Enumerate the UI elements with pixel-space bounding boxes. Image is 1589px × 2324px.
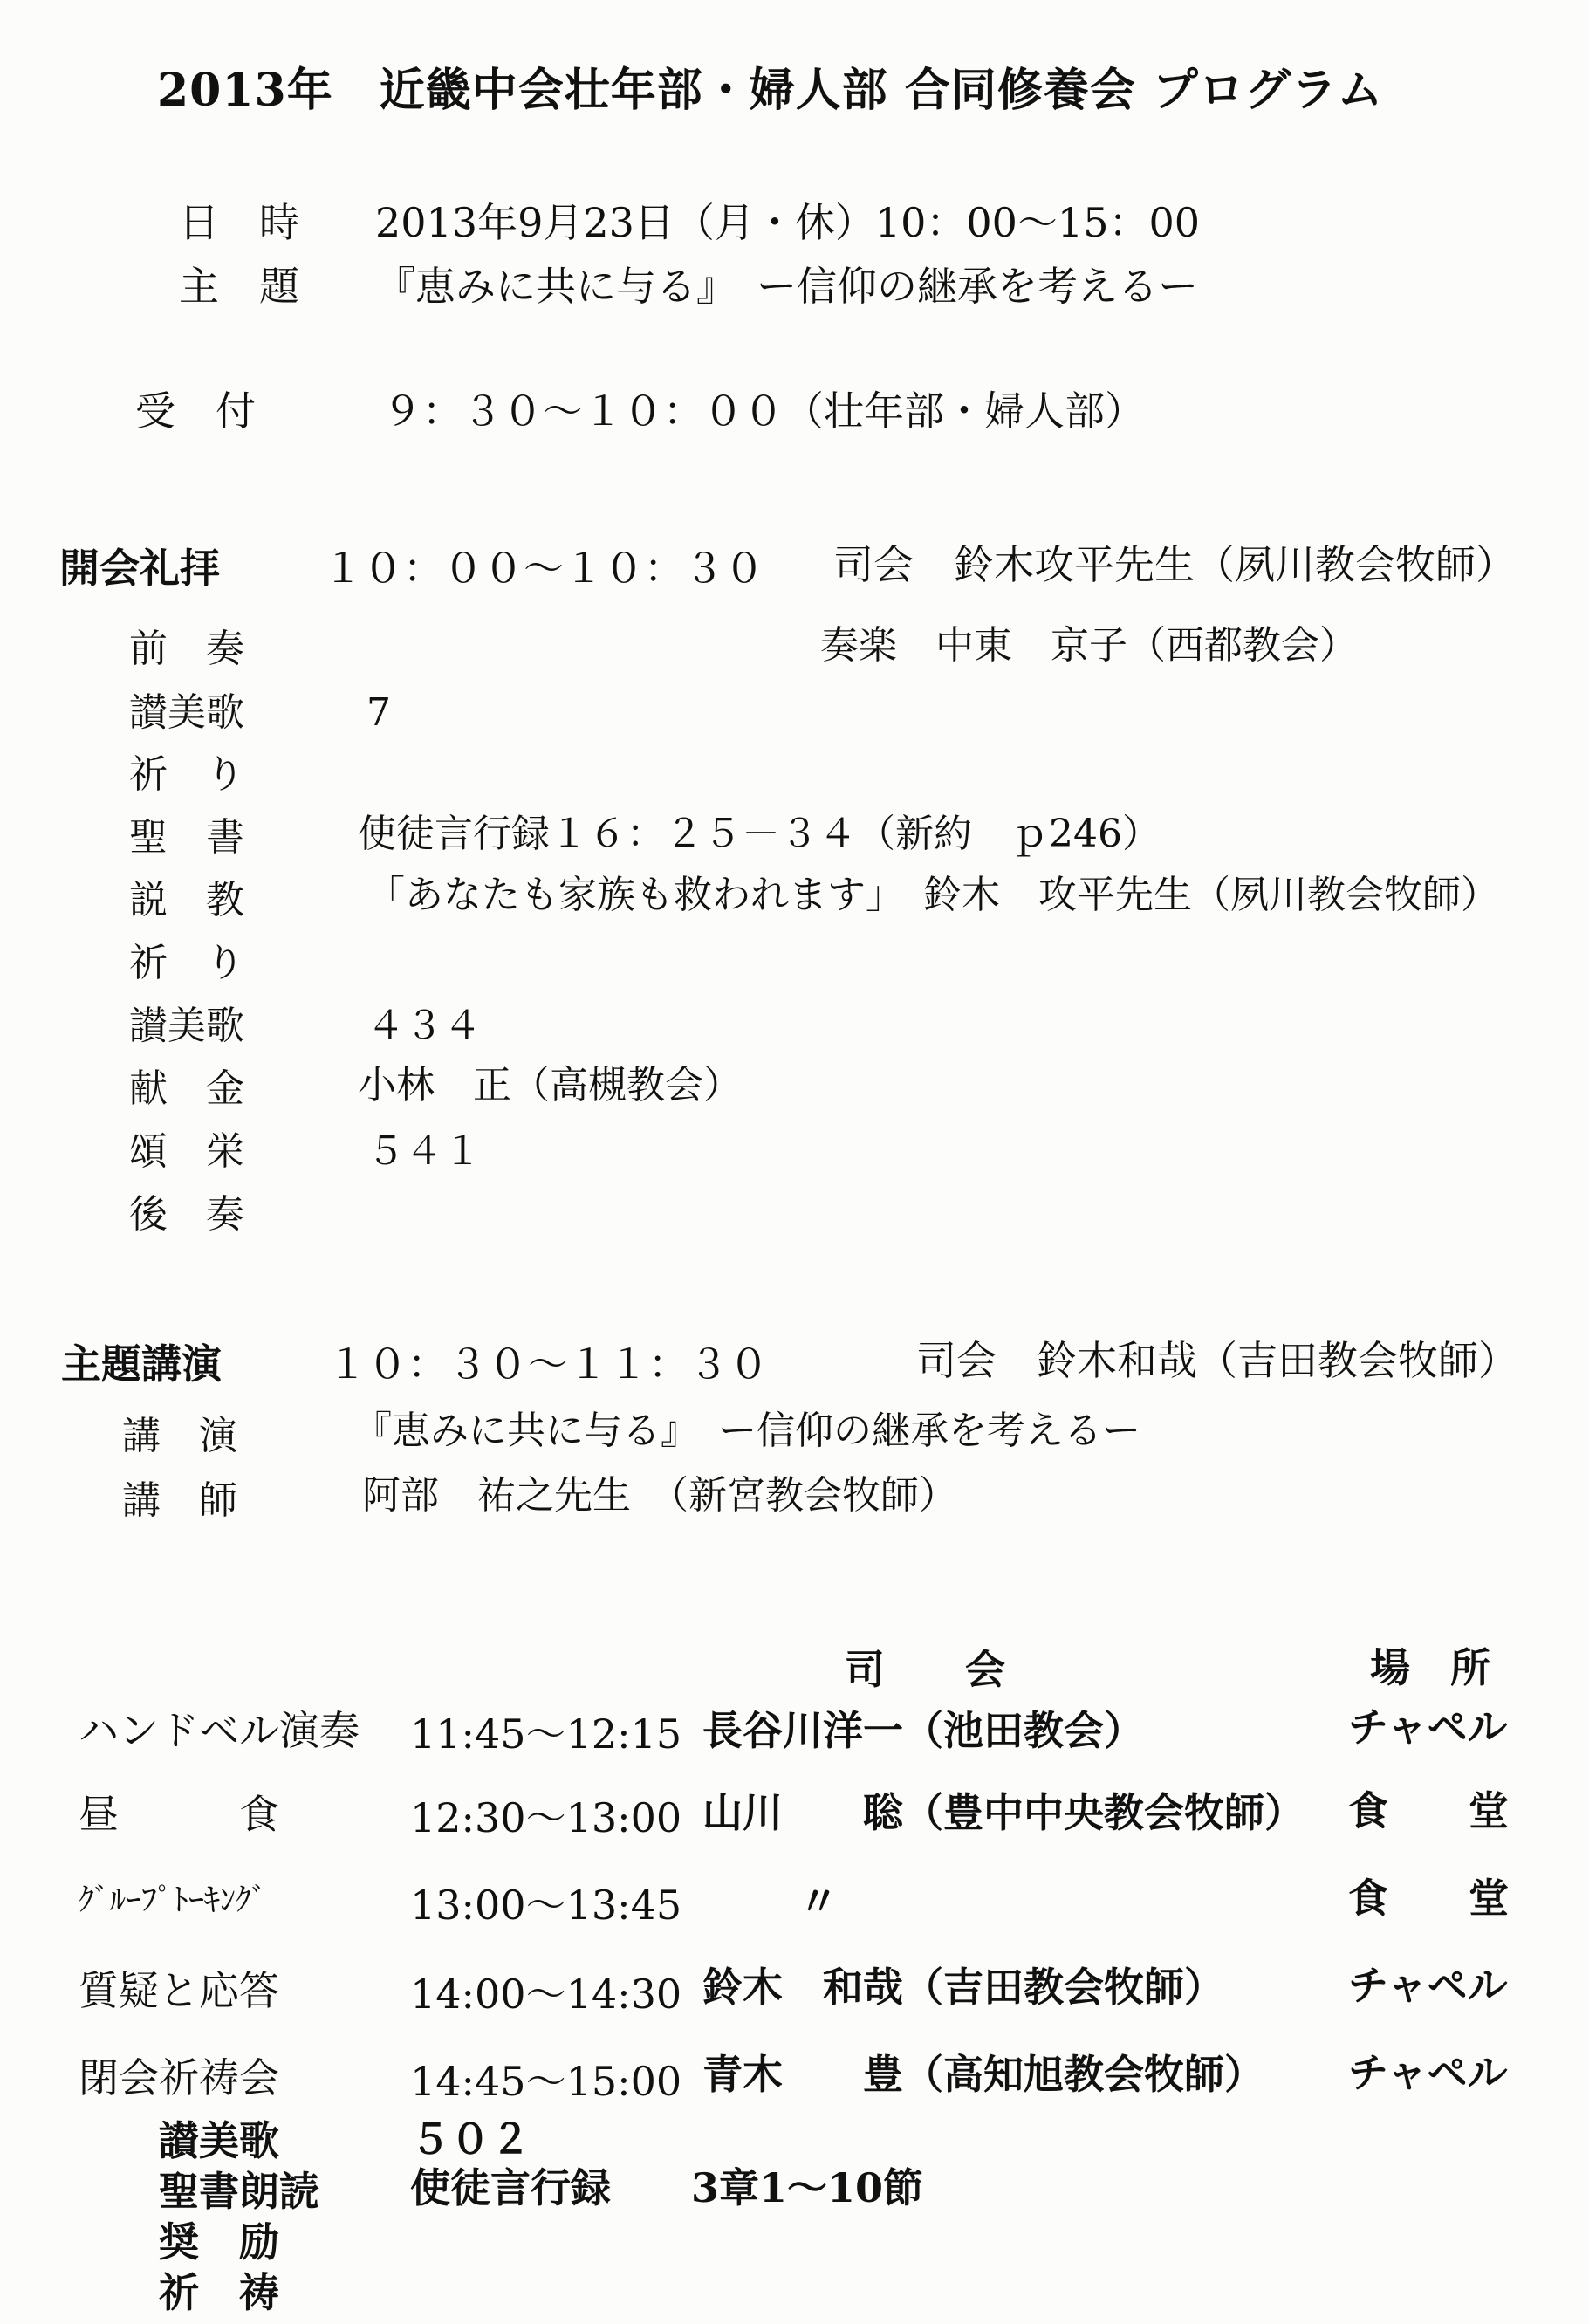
keynote-item-value: 阿部 祐之先生 （新宮教会牧師）	[362, 1473, 957, 1518]
opening-worship-host: 司会 鈴木攻平先生（夙川教会牧師）	[833, 541, 1516, 588]
schedule-time: 13:00〜13:45	[410, 1882, 682, 1929]
closing-item-label: 祈 祷	[159, 2269, 279, 2316]
schedule-time: 14:00〜14:30	[410, 1971, 682, 2018]
schedule-event-name: ｸﾞﾙｰﾌﾟﾄｰｷﾝｸﾞ	[79, 1882, 267, 1918]
closing-item-label: 讃美歌	[159, 2117, 279, 2164]
schedule-place: 食 堂	[1348, 1875, 1509, 1922]
reception-label: 受 付	[135, 387, 256, 435]
keynote-item-label: 講 師	[122, 1478, 237, 1523]
closing-item-value: ５０２	[410, 2115, 531, 2163]
ow-item-value: 7	[366, 690, 391, 735]
keynote-item-label: 講 演	[122, 1414, 237, 1458]
closing-item-label: 奨 励	[159, 2218, 279, 2266]
schedule-event-name: 質疑と応答	[79, 1967, 279, 2014]
ow-item-value: 「あなたも家族も救われます」 鈴木 攻平先生（夙川教会牧師）	[366, 873, 1499, 917]
ow-item-label: 祈 り	[129, 941, 244, 985]
ow-item-label: 祈 り	[129, 752, 244, 797]
schedule-header-host: 司 会	[845, 1646, 1005, 1693]
ow-item-label: 讃美歌	[129, 690, 244, 735]
keynote-host: 司会 鈴木和哉（吉田教会牧師）	[916, 1337, 1518, 1384]
ow-item-value: 小林 正（高槻教会）	[358, 1063, 742, 1107]
keynote-item-value: 『恵みに共に与る』 ー信仰の継承を考えるー	[353, 1409, 1140, 1453]
schedule-event-name: 昼 食	[79, 1791, 279, 1838]
info-date-label: 日 時	[179, 199, 299, 246]
ow-item-label: 頌 栄	[129, 1129, 244, 1174]
schedule-host: 青木 豊（高知旭教会牧師）	[702, 2051, 1264, 2098]
schedule-place: チャペル	[1348, 2049, 1508, 2096]
schedule-host: 長谷川洋一（池田教会）	[702, 1707, 1144, 1754]
info-theme-value: 『恵みに共に与る』 ー信仰の継承を考えるー	[375, 263, 1198, 310]
ow-item-label: 献 金	[129, 1066, 244, 1111]
reception-value: ９：３０〜１０：００（壮年部・婦人部）	[382, 387, 1145, 435]
schedule-place: 食 堂	[1348, 1787, 1509, 1834]
schedule-time: 14:45〜15:00	[410, 2058, 682, 2105]
ow-item-value: 使徒言行録１６：２５－３４（新約 ｐ246）	[358, 812, 1161, 856]
ow-item-label: 讃美歌	[129, 1004, 244, 1048]
schedule-time: 12:30〜13:00	[410, 1794, 682, 1841]
opening-worship-title: 開会礼拝	[59, 545, 220, 592]
opening-worship-time: １０：００〜１０：３０	[323, 545, 764, 592]
ow-item-label: 説 教	[129, 878, 244, 922]
ow-item-label: 前 奏	[129, 627, 244, 671]
ow-item-value: ５４１	[366, 1129, 482, 1174]
schedule-header-place: 場 所	[1370, 1644, 1490, 1691]
keynote-time: １０：３０〜１１：３０	[327, 1340, 769, 1388]
closing-item-value: 使徒言行録 3章1〜10節	[410, 2164, 924, 2211]
info-date-value: 2013年9月23日（月・休）10：00〜15：00	[375, 199, 1200, 246]
ow-item-right: 奏楽 中東 京子（西都教会）	[820, 623, 1358, 668]
schedule-time: 11:45〜12:15	[410, 1710, 682, 1758]
schedule-host: 鈴木 和哉（吉田教会牧師）	[702, 1964, 1224, 2011]
schedule-place: チャペル	[1348, 1962, 1508, 2009]
page-title: 2013年 近畿中会壮年部・婦人部 合同修養会 プログラム	[157, 64, 1384, 117]
ow-item-value: ４３４	[366, 1004, 482, 1048]
info-theme-label: 主 題	[179, 263, 299, 310]
schedule-host: 山川 聡（豊中中央教会牧師）	[702, 1789, 1305, 1836]
closing-item-label: 聖書朗読	[159, 2168, 319, 2215]
ow-item-label: 後 奏	[129, 1192, 244, 1237]
schedule-place: チャペル	[1348, 1704, 1508, 1751]
schedule-event-name: ハンドベル演奏	[79, 1707, 360, 1754]
keynote-title: 主題講演	[61, 1340, 222, 1388]
schedule-host: 〃	[798, 1878, 839, 1925]
ow-item-label: 聖 書	[129, 815, 244, 860]
schedule-event-name: 閉会祈祷会	[79, 2054, 279, 2101]
